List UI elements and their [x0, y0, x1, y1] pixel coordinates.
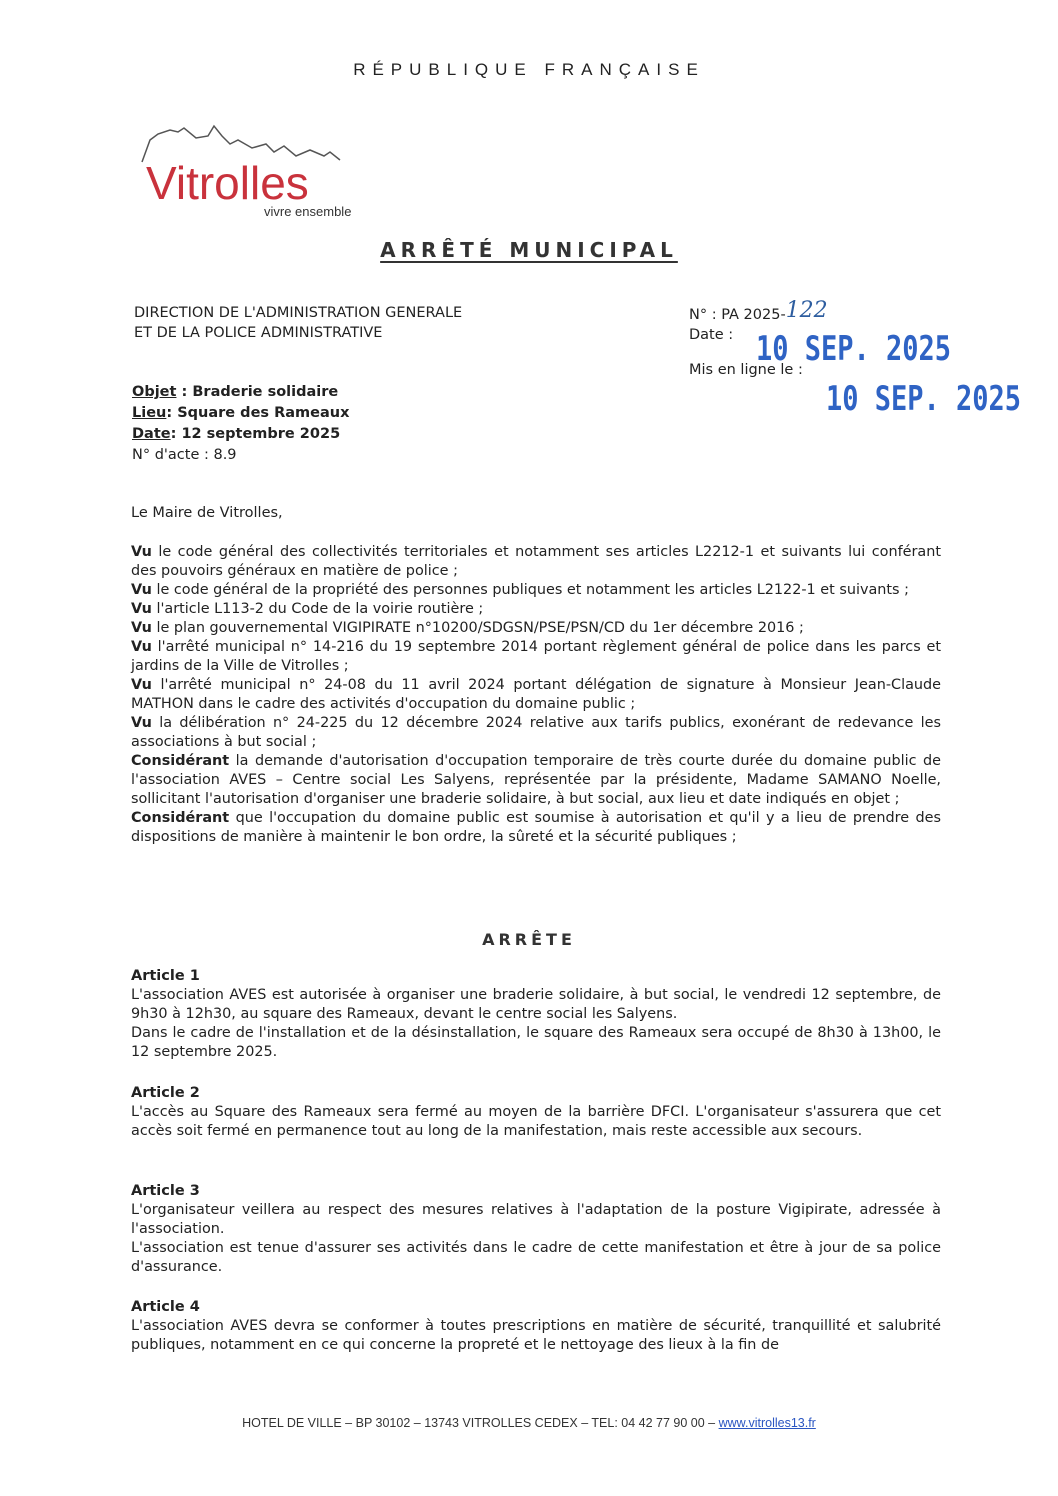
republic-header: RÉPUBLIQUE FRANÇAISE	[353, 60, 705, 79]
lieu-value: : Square des Rameaux	[166, 405, 350, 421]
consideration-item: Vu le code général des collectivités territoriales et notamment ses articles L2212-1 et suivants lui conférant des pouvoirs généraux en matière de police ;	[131, 544, 941, 579]
article-title: Article 4	[131, 1299, 200, 1315]
vitrolles-logo	[134, 122, 394, 222]
objet-label: Objet	[132, 384, 177, 400]
logo-word: Vitrolles	[146, 157, 309, 209]
considerations-list	[131, 543, 941, 847]
lieu-line	[132, 403, 349, 424]
article-3	[131, 1182, 941, 1277]
maire-line: Le Maire de Vitrolles,	[131, 505, 283, 521]
handwritten-number: 122	[785, 298, 828, 323]
document-title: ARRÊTÉ MUNICIPAL	[380, 238, 678, 262]
article-paragraph: L'association AVES est autorisée à organiser une braderie solidaire, à but social, le vendredi 12 septembre, de 9h30 à 12h30, au square des Rameaux, devant le centre social les Salyens.	[131, 987, 941, 1022]
article-title: Article 1	[131, 968, 200, 984]
number-label: N° : PA 2025-	[689, 307, 786, 323]
consideration-item: Vu le plan gouvernemental VIGIPIRATE n°10200/SDGSN/PSE/PSN/CD du 1er décembre 2016 ;	[131, 620, 804, 636]
article-paragraph: L'organisateur veillera au respect des mesures relatives à l'adaptation de la posture Vigipirate, adressée à l'association.	[131, 1202, 941, 1237]
article-2	[131, 1084, 941, 1141]
footer	[0, 1416, 1058, 1430]
date-label: Date :	[689, 327, 734, 343]
online-label: Mis en ligne le :	[689, 362, 803, 378]
article-paragraph: L'accès au Square des Rameaux sera fermé au moyen de la barrière DFCI. L'organisateur s'assurera que cet accès soit fermé en permanence tout au long de la manifestation, mais reste accessible aux secours.	[131, 1104, 941, 1139]
consideration-item: Vu l'arrêté municipal n° 14-216 du 19 septembre 2014 portant règlement général de police dans les parcs et jardins de la Ville de Vitrolles ;	[131, 639, 941, 674]
date-line	[132, 424, 349, 445]
article-paragraph: L'association AVES devra se conformer à toutes prescriptions en matière de sécurité, tranquillité et salubrité publiques, notamment en ce qui concerne la propreté et le nettoyage des lieux à la fin de	[131, 1318, 941, 1353]
article-title: Article 2	[131, 1085, 200, 1101]
footer-address: HOTEL DE VILLE – BP 30102 – 13743 VITROLLES CEDEX – TEL: 04 42 77 90 00 –	[242, 1416, 719, 1430]
consideration-item: Vu le code général de la propriété des personnes publiques et notamment les articles L2122-1 et suivants ;	[131, 582, 909, 598]
article-paragraph: L'association est tenue d'assurer ses activités dans le cadre de cette manifestation et être à jour de sa police d'assurance.	[131, 1240, 941, 1275]
reference-number	[689, 298, 828, 325]
consideration-item: Considérant que l'occupation du domaine public est soumise à autorisation et qu'il y a lieu de prendre des dispositions de manière à maintenir le bon ordre, la sûreté et la sécurité publiques ;	[131, 810, 941, 845]
direction-line-2: ET DE LA POLICE ADMINISTRATIVE	[134, 325, 383, 341]
date-obj-value: : 12 septembre 2025	[170, 426, 341, 442]
direction-line-1: DIRECTION DE L'ADMINISTRATION GENERALE	[134, 305, 463, 321]
consideration-item: Vu la délibération n° 24-225 du 12 décembre 2024 relative aux tarifs publics, exonérant de redevance les associations à but social ;	[131, 715, 941, 750]
date-stamp: 10 SEP. 2025	[756, 330, 952, 369]
consideration-item: Vu l'arrêté municipal n° 24-08 du 11 avril 2024 portant délégation de signature à Monsieur Jean-Claude MATHON dans le cadre des activités d'occupation du domaine public ;	[131, 677, 941, 712]
logo-tagline: vivre ensemble	[264, 204, 352, 219]
article-paragraph: Dans le cadre de l'installation et de la désinstallation, le square des Rameaux sera occupé de 8h30 à 13h00, le 12 septembre 2025.	[131, 1025, 941, 1060]
consideration-item: Considérant la demande d'autorisation d'occupation temporaire de très courte durée du domaine public de l'association AVES – Centre social Les Salyens, représentée par la présidente, Madame SAMANO Noelle, sollicitant l'autorisation d'organiser une braderie solidaire, à but social, aux lieu et date indiqués en objet ;	[131, 753, 941, 807]
footer-website-link[interactable]: www.vitrolles13.fr	[718, 1416, 816, 1430]
article-title: Article 3	[131, 1183, 200, 1199]
lieu-label: Lieu	[132, 405, 167, 421]
article-4	[131, 1298, 941, 1355]
arrete-heading: ARRÊTE	[482, 930, 576, 949]
acte-number: N° d'acte : 8.9	[132, 447, 237, 463]
online-date-stamp: 10 SEP. 2025	[826, 380, 1022, 419]
direction-block	[134, 303, 462, 343]
consideration-item: Vu l'article L113-2 du Code de la voirie routière ;	[131, 601, 484, 617]
object-block	[132, 382, 349, 466]
article-1	[131, 967, 941, 1062]
objet-line	[132, 382, 349, 403]
objet-value: : Braderie solidaire	[181, 384, 339, 400]
date-obj-label: Date	[132, 426, 171, 442]
